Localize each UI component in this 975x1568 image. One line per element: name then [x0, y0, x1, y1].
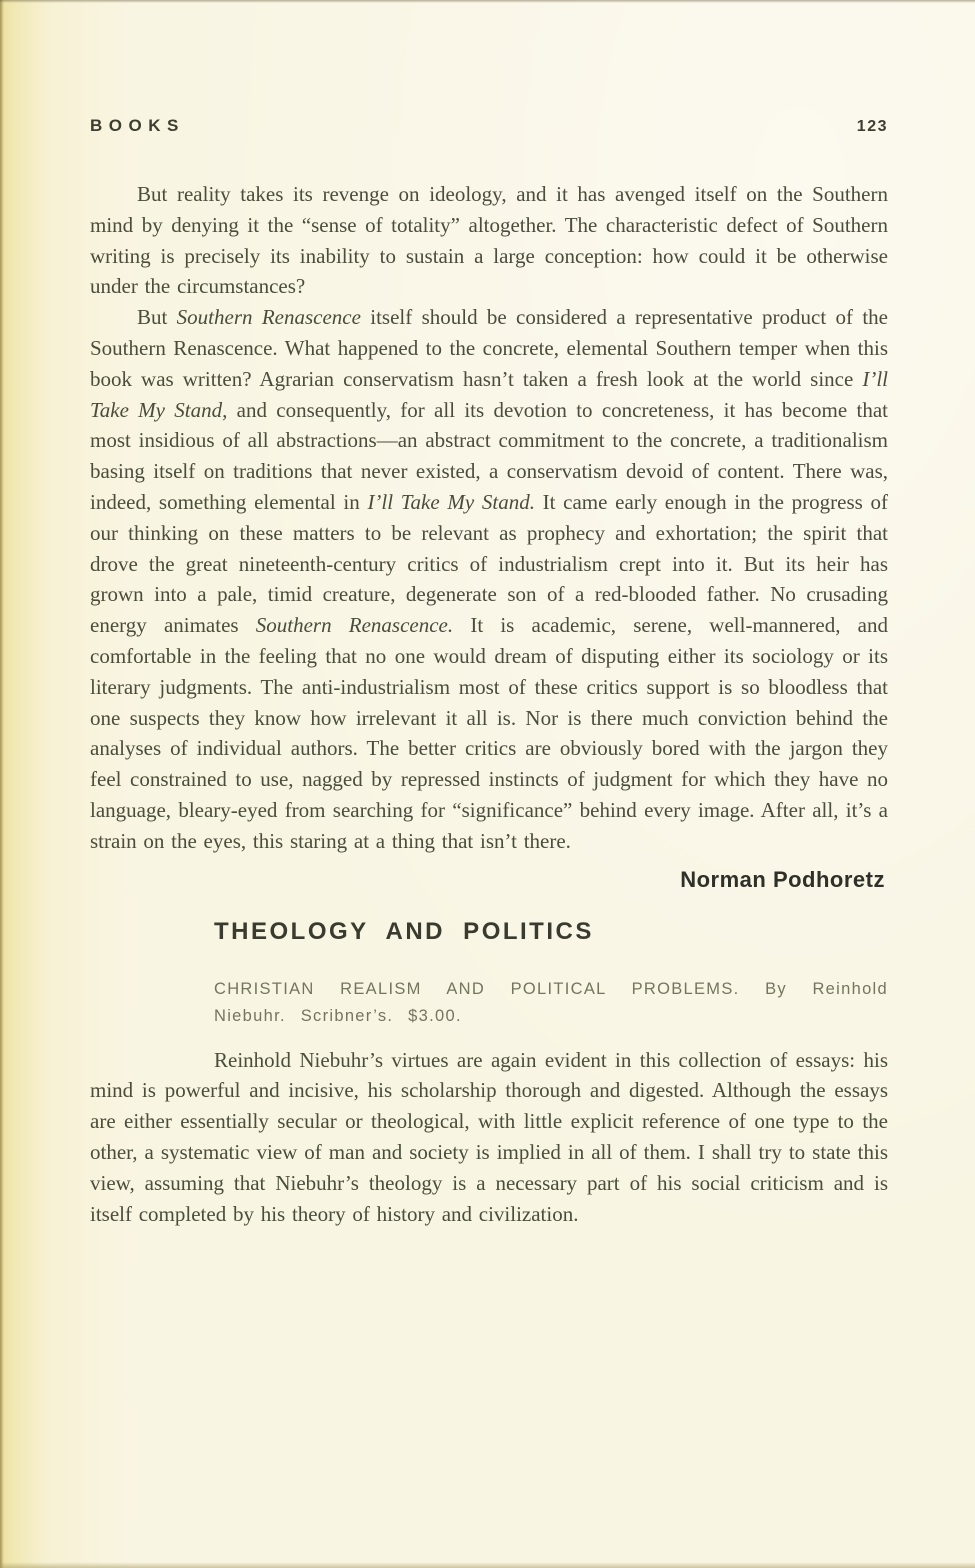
- paragraph: [90, 302, 888, 856]
- italic-text-segment: Southern Renascence: [176, 305, 361, 330]
- paragraph: [90, 1045, 888, 1230]
- italic-text-segment: I’ll Take My Stand,: [90, 366, 888, 422]
- byline-author: Norman Podhoretz: [680, 866, 885, 892]
- article-southern-renascence-review: [90, 179, 888, 892]
- article-theology-and-politics: [90, 917, 888, 1230]
- text-segment: It came early enough in the progress of our thinking on these matters to be relevant as prophecy and exhortation; the spirit that drove the great nineteenth-century critics of industrialism crept into it. But its heir has grown into a pale, timid creature, degenerate son of a red-blooded father. No crusading energy animates: [90, 489, 888, 638]
- text-segment: Reinhold Niebuhr’s virtues are again evident in this collection of essays: his mind is powerful and incisive, his scholarship thorough and digested. Although the essays are either essentially secular or theological, with little explicit reference of one type to the other, a systematic view of man and society is implied in all of them. I shall try to state this view, assuming that Niebuhr’s theology is a necessary part of his social criticism and is itself completed by his theory of history and civilization.: [90, 1047, 888, 1226]
- italic-text-segment: I’ll Take My Stand.: [367, 489, 535, 514]
- page-header: [90, 0, 888, 135]
- page-number: 123: [856, 118, 888, 135]
- running-head: BOOKS: [90, 116, 185, 135]
- text-segment: It is academic, serene, well-mannered, and comfortable in the feeling that no one would dream of disputing either its sociology or its literary judgments. The anti-industrialism most of these critics support is so bloodless that one suspects they know how irrelevant it all is. Nor is there much conviction behind the analyses of individual authors. The better critics are obviously bored with the jargon they feel constrained to use, nagged by repressed instincts of judgment for which they have no language, bleary-eyed from searching for “significance” behind every image. After all, it’s a strain on the eyes, this staring at a thing that isn’t there.: [90, 613, 888, 853]
- text-column: [90, 0, 888, 1229]
- italic-text-segment: Southern Renascence.: [255, 613, 454, 638]
- article-heading: THEOLOGY AND POLITICS: [214, 917, 594, 945]
- review-body-text: [90, 179, 888, 857]
- article-body-text: [90, 1045, 888, 1230]
- book-citation: CHRISTIAN REALISM AND POLITICAL PROBLEMS. By Reinhold Niebuhr. Scribner’s. $3.00.: [214, 979, 888, 1025]
- text-segment: itself should be considered a representative product of the Southern Renascence. What happened to the concrete, elemental Southern temper when this book was written? Agrarian conservatism hasn’t taken a fresh look at the world since: [90, 305, 889, 391]
- text-segment: But reality takes its revenge on ideology, and it has avenged itself on the Southern mind by denying it the “sense of totality” altogether. The characteristic defect of Southern writing is precisely its inability to sustain a large conception: how could it be otherwise under the circumstances?: [90, 182, 888, 299]
- text-segment: But: [137, 305, 177, 330]
- text-segment: and consequently, for all its devotion to concreteness, it has become that most insidious of all abstractions—an abstract commitment to the concrete, a traditionalism basing itself on traditions that never existed, a conservatism devoid of content. There was, indeed, something elemental in: [90, 397, 888, 514]
- paragraph: [90, 179, 888, 302]
